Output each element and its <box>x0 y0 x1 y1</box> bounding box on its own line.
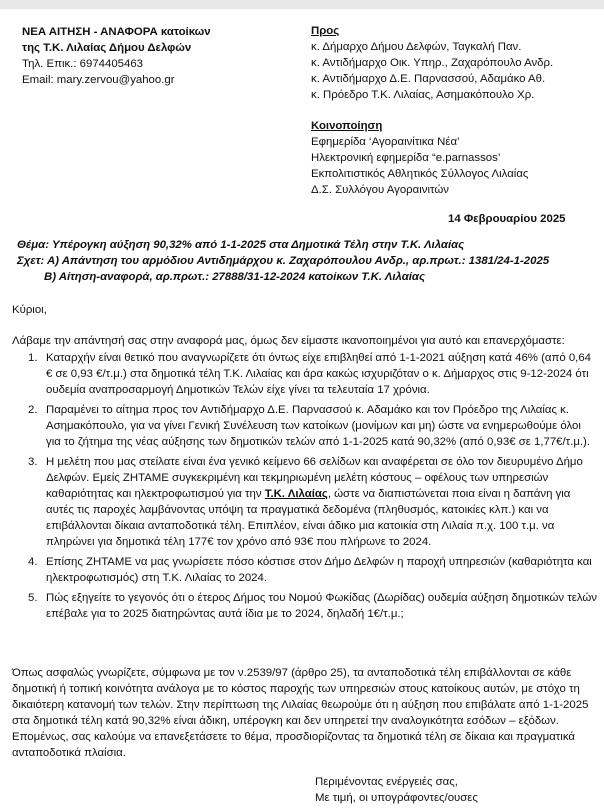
recipient-item: κ. Αντιδήμαρχο Οικ. Υπηρ., Ζαχαρόπουλο Ανδρ. <box>311 57 554 69</box>
list-item <box>12 454 598 550</box>
list-item-text-end: , ώστε να διαπιστώνεται ποια είναι η δαπάνη για αυτές τις παροχές λαμβάνοντας υπόψη τα πραγματικά δεδομένα (πληθυσμός, κατοικίες κλπ.) και να επιβάλλονται δίκαια ανταποδοτικά τέλη. Επιπλέον, είναι άδικο μια κατοικία στη Λιλαία π.χ. 100 τ.μ. να πληρώνει για δημοτικά τέλη 177€ τον χρόνο από 93€ που πλήρωνε το 2024. <box>46 488 571 548</box>
list-item-number: 4. <box>28 556 38 568</box>
list-item-number: 2. <box>28 404 38 416</box>
list-item-number: 5. <box>28 592 38 604</box>
subject-ref-a: Σχετ: Α) Απάντηση του αρμόδιου Αντιδημάρχου κ. Ζαχαρόπουλου Ανδρ., αρ.πρωτ.: 1381/24-1-2025 <box>17 255 550 267</box>
list-item <box>12 554 598 586</box>
list-item <box>12 350 598 398</box>
closing-paragraph: Όπως ασφαλώς γνωρίζετε, σύμφωνα με τον ν.2539/97 (άρθρο 25), τα ανταποδοτικά τέλη επιβάλλονται σε κάθε δημοτική ή τοπική κοινότητα ανάλογα με το κόστος παροχής των υπηρεσιών στους κατοίκους αυτών, με στόχο τη δικαιότερη κατανομή των τελών. Στην περίπτωση της Λιλαίας θεωρούμε ότι η αύξηση που επιβάλατε από 1-1-2025 στα δημοτικά τέλη κατά 90,32% είναι άδικη, υπέρογκη και δεν υπηρετεί την αναλογικότητα εσόδων – εξόδων. Επομένως, σας καλούμε να επανεξετάσετε το θέμα, προσδιορίζοντας τα δημοτικά τέλη σε δίκαια και πραγματικά ανταποδοτικά πλαίσια. <box>12 667 589 759</box>
sender-phone: Τηλ. Επικ.: 6974405463 <box>22 58 144 70</box>
list-item-text: Επίσης ΖΗΤΑΜΕ να μας γνωρίσετε πόσο κόστισε στον Δήμο Δελφών η παροχή υπηρεσιών (καθαριότητα και ηλεκτροφωτισμός) στη Τ.Κ. Λιλαίας το 2024. <box>46 556 592 584</box>
list-item-text-start: Η μελέτη που μας στείλατε είναι ένα γενικό κείμενο 66 σελίδων και αναφέρεται σε όλο τον διευρυμένο Δήμο Δελφών. Εμείς ΖΗΤΑΜΕ συγκεκριμένη και τεκμηριωμένη μελέτη κόστους – οφέλους των υπηρεσιών καθαριότητας και ηλεκτροφωτισμού για την <box>46 456 583 500</box>
salutation: Κύριοι, <box>12 304 47 316</box>
signoff-line-2: Με τιμή, οι υπογράφοντες/ουσες <box>315 792 478 804</box>
list-item-text: Παραμένει το αίτημα προς τον Αντιδήμαρχο Δ.Ε. Παρνασσού κ. Αδαμάκο και τον Πρόεδρο της Λιλαίας κ. Ασημακόπουλο, για να γίνει Γενική Συνέλευση των κατοίκων (μονίμων και μη) ώστε να ενημερωθούμε όλοι για το ζήτημα της νέας αύξησης των δημοτικών τελών από 1-1-2025 κατά 90,32% (από 0,93€ σε 1,77€/τ.μ.). <box>46 404 591 448</box>
cc-item: Εφημερίδα ‘Αγοραινίτικα Νέα’ <box>311 136 460 148</box>
list-item <box>12 590 598 622</box>
cc-item: Ηλεκτρονική εφημερίδα “e.parnassos’ <box>311 152 501 164</box>
sender-title: ΝΕΑ ΑΙΤΗΣΗ - ΑΝΑΦΟΡΑ κατοίκων <box>22 26 211 38</box>
cc-item: Δ.Σ. Συλλόγου Αγοραινιτών <box>311 184 449 196</box>
emphasized-place: Τ.Κ. Λιλαίας <box>264 488 328 500</box>
sender-block <box>22 24 211 88</box>
signoff-line-1: Περιμένοντας ενέργειές σας, <box>315 776 458 788</box>
list-item-text <box>46 454 598 550</box>
sender-email: Email: mary.zervou@yahoo.gr <box>22 74 175 86</box>
cc-block <box>311 118 528 198</box>
recipient-item: κ. Πρόεδρο Τ.Κ. Λιλαίας, Ασημακόπουλο Χρ. <box>311 89 535 101</box>
list-item-number: 3. <box>28 456 38 468</box>
recipients-heading: Προς <box>311 25 340 37</box>
recipient-item: κ. Αντιδήμαρχο Δ.Ε. Παρνασσού, Αδαμάκο Αθ. <box>311 73 546 85</box>
list-item-text: Πώς εξηγείτε το γεγονός ότι ο έτερος Δήμος του Νομού Φωκίδας (Δωρίδας) ουδεμία αύξηση δημοτικών τελών επέβαλε για το 2025 διατηρώντας αυτά ίδια με το 2024, δηλαδή 1€/τ.μ.; <box>46 592 597 620</box>
cc-item: Εκπολιτιστικός Αθλητικός Σύλλογος Λιλαίας <box>311 168 529 180</box>
letter-date: 14 Φεβρουαρίου 2025 <box>448 213 566 225</box>
cc-heading: Κοινοποίηση <box>311 120 383 132</box>
scan-top-edge <box>0 0 604 9</box>
intro-paragraph: Λάβαμε την απάντησή σας στην αναφορά μας, όμως δεν είμαστε ικανοποιημένοι για αυτό και επανερχόμαστε: <box>12 335 565 347</box>
numbered-list <box>12 350 598 626</box>
sender-subtitle: της Τ.Κ. Λιλαίας Δήμου Δελφών <box>22 42 192 54</box>
recipients-block <box>311 23 553 103</box>
subject-theme: Θέμα: Υπέρογκη αύξηση 90,32% από 1-1-2025 στα Δημοτικά Τέλη στην Τ.Κ. Λιλαίας <box>17 239 465 251</box>
list-item-number: 1. <box>28 352 38 364</box>
subject-block <box>17 237 597 285</box>
recipient-item: κ. Δήμαρχο Δήμου Δελφών, Ταγκαλή Παν. <box>311 41 522 53</box>
list-item <box>12 402 598 450</box>
subject-ref-b: Β) Αίτηση-αναφορά, αρ.πρωτ.: 27888/31-12-2024 κατοίκων Τ.Κ. Λιλαίας <box>44 271 426 283</box>
list-item-text: Καταρχήν είναι θετικό που αναγνωρίζετε ότι όντως είχε επιβληθεί από 1-1-2021 αύξηση κατά 46% (από 0,64 € σε 0,93 €/τ.μ.) στα δημοτικά τέλη Τ.Κ. Λιλαίας και άρα κακώς ισχυριζόταν ο κ. Δήμαρχος στις 9-12-2024 ότι ουδεμία αναπροσαρμογή Δημοτικών Τελών είχε γίνει τα τελευταία 17 χρόνια. <box>46 352 591 396</box>
signoff-block <box>315 774 478 806</box>
